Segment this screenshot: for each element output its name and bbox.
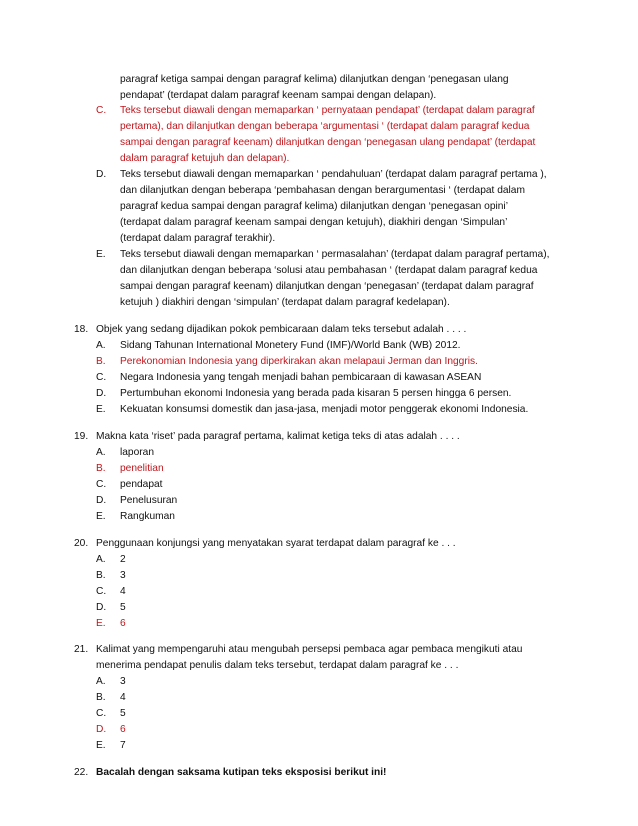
option-label: D. — [96, 495, 107, 506]
question-number: 21. — [74, 644, 89, 655]
option-text: 4 — [120, 586, 126, 597]
option-label-d: D. — [96, 169, 107, 180]
option-label: A. — [96, 340, 106, 351]
option-d-line: (terdapat dalam paragraf keenam sampai dengan ketujuh), diakhiri dengan ‘Simpulan’ — [120, 217, 508, 228]
option-text: Pertumbuhan ekonomi Indonesia yang berada pada kisaran 5 persen hingga 6 persen. — [120, 388, 512, 399]
question-number: 19. — [74, 431, 89, 442]
option-label: D. — [96, 724, 107, 735]
option-text: 3 — [120, 676, 126, 687]
option-text: pendapat — [120, 479, 163, 490]
option-label: A. — [96, 447, 106, 458]
option-label: C. — [96, 479, 107, 490]
question-text: Objek yang sedang dijadikan pokok pembicaraan dalam teks tersebut adalah . . . . — [96, 324, 467, 335]
option-label: C. — [96, 708, 107, 719]
option-text: 7 — [120, 740, 126, 751]
option-c-line: sampai dengan paragraf keenam) dilanjutkan dengan ‘penegasan ulang pendapat’ (terdapat — [120, 137, 536, 148]
question-number: 18. — [74, 324, 89, 335]
option-e-line: Teks tersebut diawali dengan memaparkan ‘ permasalahan’ (terdapat dalam paragraf pertama), — [120, 249, 550, 260]
option-e-line: ketujuh ) diakhiri dengan ‘simpulan’ (terdapat dalam paragraf kedelapan). — [120, 297, 450, 308]
option-label: A. — [96, 676, 106, 687]
option-c-line: dalam paragraf ketujuh dan delapan). — [120, 153, 290, 164]
option-label-c: C. — [96, 105, 107, 116]
option-text: laporan — [120, 447, 154, 458]
option-d-line: (terdapat dalam paragraf terakhir). — [120, 233, 276, 244]
option-d-line: paragraf kedua sampai dengan paragraf kelima) dilanjutkan dengan ‘penegasan opini’ — [120, 201, 508, 212]
option-text: Perekonomian Indonesia yang diperkirakan akan melapaui Jerman dan Inggris. — [120, 356, 478, 367]
option-c-line: pertama), dan dilanjutkan dengan beberapa ‘argumentasi ‘ (terdapat dalam paragraf kedua — [120, 121, 530, 132]
option-text: 4 — [120, 692, 126, 703]
option-text: 6 — [120, 618, 126, 629]
option-e-line: sampai dengan paragraf keenam) dilanjutkan dengan ‘penegasan’ (terdapat dalam paragraf — [120, 281, 534, 292]
option-label: B. — [96, 692, 106, 703]
question-text: menerima pendapat penulis dalam teks tersebut, terdapat dalam paragraf ke . . . — [96, 660, 459, 671]
option-text: 3 — [120, 570, 126, 581]
option-label: A. — [96, 554, 106, 565]
option-text: penelitian — [120, 463, 164, 474]
option-text: Negara Indonesia yang tengah menjadi bahan pembicaraan di kawasan ASEAN — [120, 372, 482, 383]
option-text: 2 — [120, 554, 126, 565]
option-label: D. — [96, 602, 107, 613]
option-label: B. — [96, 356, 106, 367]
option-d-line: Teks tersebut diawali dengan memaparkan ‘ pendahuluan’ (terdapat dalam paragraf pertama ), — [120, 169, 547, 180]
option-c-line: Teks tersebut diawali dengan memaparkan ‘ pernyataan pendapat’ (terdapat dalam paragraf — [120, 105, 535, 116]
option-label: B. — [96, 570, 106, 581]
option-label: E. — [96, 740, 106, 751]
question-text: Penggunaan konjungsi yang menyatakan syarat terdapat dalam paragraf ke . . . — [96, 538, 456, 549]
option-text: 5 — [120, 708, 126, 719]
option-label: D. — [96, 388, 107, 399]
option-text: 6 — [120, 724, 126, 735]
option-d-line: dan dilanjutkan dengan beberapa ‘pembahasan dengan berargumentasi ‘ (terdapat dalam — [120, 185, 525, 196]
option-label: C. — [96, 586, 107, 597]
continuation-line: pendapat’ (terdapat dalam paragraf keenam sampai dengan delapan). — [120, 90, 437, 101]
option-label-e: E. — [96, 249, 106, 260]
option-e-line: dan dilanjutkan dengan beberapa ‘solusi atau pembahasan ‘ (terdapat dalam paragraf kedua — [120, 265, 538, 276]
option-label: E. — [96, 511, 106, 522]
question-text: Makna kata ‘riset’ pada paragraf pertama, kalimat ketiga teks di atas adalah . . . . — [96, 431, 460, 442]
option-text: Sidang Tahunan International Monetery Fund (IMF)/World Bank (WB) 2012. — [120, 340, 461, 351]
option-label: E. — [96, 618, 106, 629]
option-text: Penelusuran — [120, 495, 178, 506]
option-label: B. — [96, 463, 106, 474]
option-label: C. — [96, 372, 107, 383]
question-number: 20. — [74, 538, 89, 549]
question-number: 22. — [74, 767, 89, 778]
option-text: Kekuatan konsumsi domestik dan jasa-jasa, menjadi motor penggerak ekonomi Indonesia. — [120, 404, 529, 415]
option-text: 5 — [120, 602, 126, 613]
option-text: Rangkuman — [120, 511, 175, 522]
continuation-line: paragraf ketiga sampai dengan paragraf kelima) dilanjutkan dengan ‘penegasan ulang — [120, 74, 509, 85]
question-text: Kalimat yang mempengaruhi atau mengubah persepsi pembaca agar pembaca mengikuti atau — [96, 644, 523, 655]
option-label: E. — [96, 404, 106, 415]
question-text: Bacalah dengan saksama kutipan teks eksposisi berikut ini! — [96, 767, 387, 778]
